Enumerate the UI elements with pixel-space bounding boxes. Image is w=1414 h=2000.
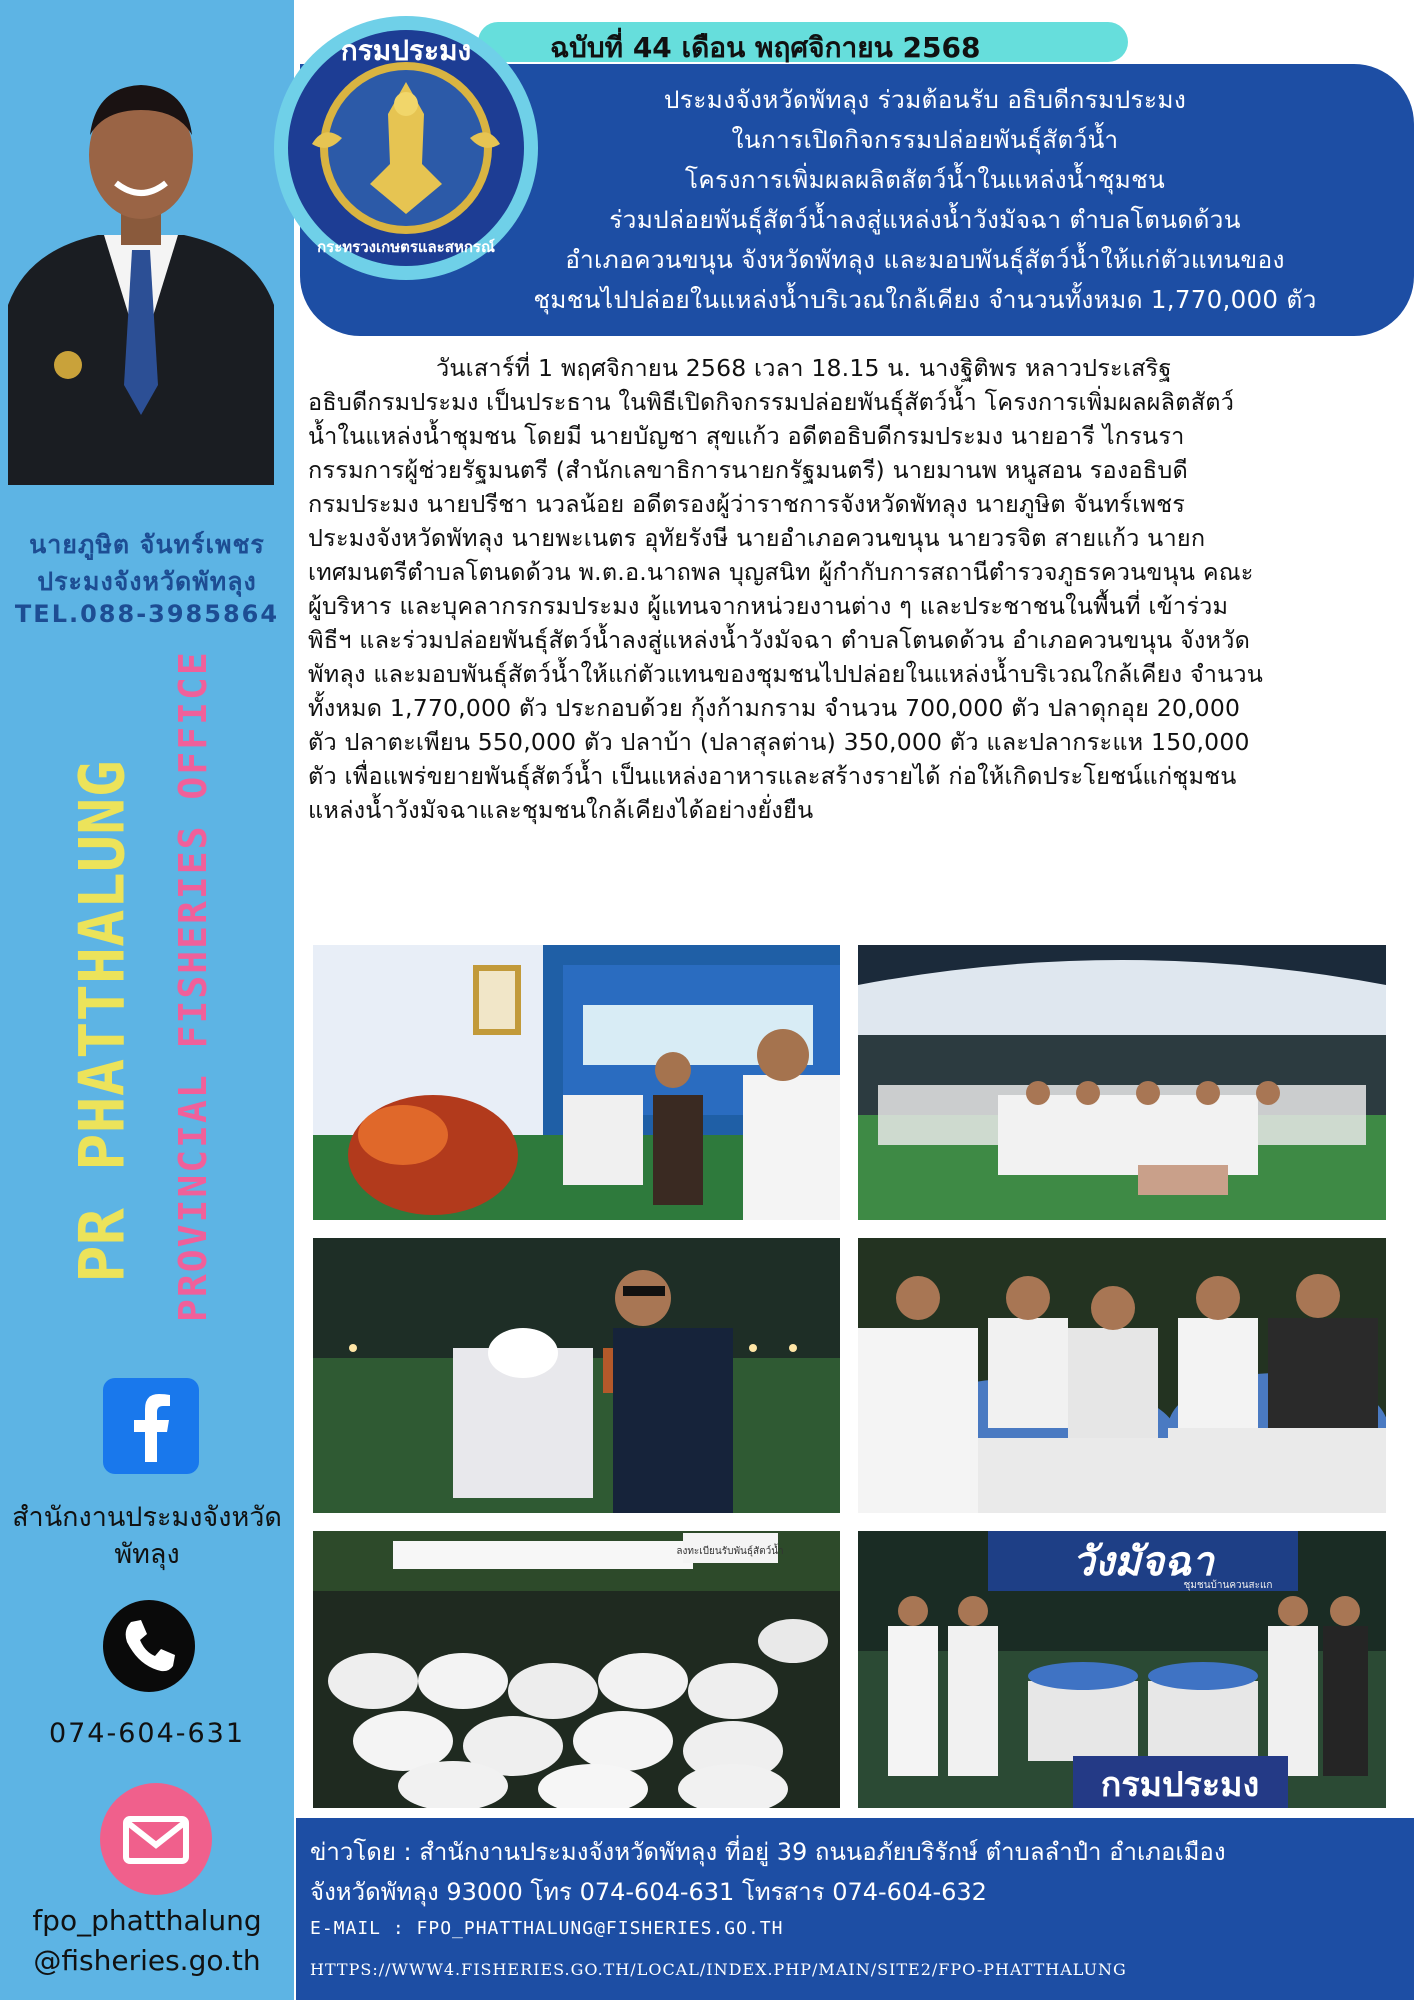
headline-line-4: ร่วมปล่อยพันธุ์สัตว์น้ำลงสู่แหล่งน้ำวังมัจฉา ตำบลโตนดด้วน (609, 205, 1241, 234)
footer-email[interactable]: E-MAIL : FPO_PHATTHALUNG@FISHERIES.GO.TH (310, 1918, 784, 1939)
email-domain: @fisheries.go.th (33, 1944, 261, 1977)
facebook-page-name-2: พัทลุง (114, 1539, 180, 1570)
footer-news-by: ข่าวโดย : สำนักงานประมงจังหวัดพัทลุง ที่อยู่ 39 ถนนอภัยบริรักษ์ ตำบลลำปำ อำเภอเมือง (310, 1838, 1226, 1866)
mail-icon[interactable] (100, 1783, 212, 1895)
director-tel: TEL.088-3985864 (14, 600, 280, 628)
footer-address: จังหวัดพัทลุง 93000 โทร 074-604-631 โทรสาร 074-604-632 (310, 1878, 987, 1906)
vertical-title-office: PROVINCIAL FISHERIES OFFICE (171, 650, 215, 1322)
body-line-6: ประมงจังหวัดพัทลุง นายพะเนตร อุทัยรังษี นายอำเภอควนขนุน นายวรจิต สายแก้ว นายก (308, 524, 1206, 552)
photo-release-tanks (858, 1238, 1386, 1513)
sack-sign-text: ลงทะเบียนรับพันธุ์สัตว์น้ำ (676, 1546, 784, 1557)
photo-group-sign (858, 1531, 1386, 1808)
logo-top-text: กรมประมง (340, 34, 472, 67)
photo-audience (858, 945, 1386, 1220)
headline-line-5: อำเภอควนขนุน จังหวัดพัทลุง และมอบพันธุ์สัตว์น้ำให้แก่ตัวแทนของ (565, 245, 1285, 274)
body-line-7: เทศมนตรีตำบลโตนดด้วน พ.ต.อ.นาถพล บุญสนิท ผู้กำกับการสถานีตำรวจภูธรควนขนุน คณะ (308, 558, 1254, 586)
sidebar (0, 0, 294, 2000)
body-line-8: ผู้บริหาร และบุคลากรกรมประมง ผู้แทนจากหน่วยงานต่าง ๆ และประชาชนในพื้นที่ เข้าร่วม (308, 592, 1229, 620)
director-name: นายภูษิต จันทร์เพชร (29, 530, 265, 559)
photo-ceremony-altar (313, 945, 840, 1220)
body-line-4: กรรมการผู้ช่วยรัฐมนตรี (สำนักเลขาธิการนายกรัฐมนตรี) นายมานพ หนูสอน รองอธิบดี (308, 456, 1188, 484)
vertical-title-pr: PR PHATTHALUNG (65, 760, 139, 1283)
director-portrait (8, 55, 274, 485)
body-line-11: ทั้งหมด 1,770,000 ตัว ประกอบด้วย กุ้งก้ามกราม จำนวน 700,000 ตัว ปลาดุกอุย 20,000 (308, 694, 1241, 722)
facebook-page-name: สำนักงานประมงจังหวัด (12, 1502, 282, 1533)
logo-bottom-text: กระทรวงเกษตรและสหกรณ์ (317, 238, 495, 256)
phone-icon[interactable] (103, 1600, 195, 1692)
headline-line-1: ประมงจังหวัดพัทลุง ร่วมต้อนรับ อธิบดีกรมประมง (663, 85, 1187, 114)
body-line-1: วันเสาร์ที่ 1 พฤศจิกายน 2568 เวลา 18.15 น. นางฐิติพร หลาวประเสริฐ (436, 354, 1172, 382)
body-line-13: ตัว เพื่อแพร่ขยายพันธุ์สัตว์น้ำ เป็นแหล่งอาหารและสร้างรายได้ ก่อให้เกิดประโยชน์แก่ชุมชน (308, 762, 1237, 790)
body-line-14: แหล่งน้ำวังมัจฉาและชุมชนใกล้เคียงได้อย่างยั่งยืน (308, 796, 814, 824)
body-line-3: น้ำในแหล่งน้ำชุมชน โดยมี นายบัญชา สุขแก้ว อดีตอธิบดีกรมประมง นายอารี ไกรนรา (308, 422, 1185, 450)
facebook-icon[interactable] (103, 1378, 199, 1474)
office-phone: 074-604-631 (48, 1718, 246, 1749)
body-line-5: กรมประมง นายปรีชา นวลน้อย อดีตรองผู้ว่าราชการจังหวัดพัทลุง นายภูษิต จันทร์เพชร (308, 490, 1186, 518)
photo-speaker (313, 1238, 840, 1513)
footer-website-link[interactable]: HTTPS://WWW4.FISHERIES.GO.TH/LOCAL/INDEX.PHP/MAIN/SITE2/FPO-PHATTHALUNG (310, 1960, 1127, 1979)
body-line-9: พิธีฯ และร่วมปล่อยพันธุ์สัตว์น้ำลงสู่แหล่งน้ำวังมัจฉา ตำบลโตนดด้วน อำเภอควนขนุน จังหวัด (308, 626, 1251, 654)
headline-line-6: ชุมชนไปปล่อยในแหล่งน้ำบริเวณใกล้เคียง จำนวนทั้งหมด 1,770,000 ตัว (533, 285, 1317, 314)
email-user: fpo_phatthalung (32, 1904, 262, 1937)
banner-text: วังมัจฉา (1072, 1539, 1214, 1585)
headline-line-2: ในการเปิดกิจกรรมปล่อยพันธุ์สัตว์น้ำ (731, 125, 1119, 154)
photo-fry-bags (313, 1531, 840, 1808)
issue-number: ฉบับที่ 44 เดือน พฤศจิกายน 2568 (550, 31, 981, 64)
body-line-12: ตัว ปลาตะเพียน 550,000 ตัว ปลาบ้า (ปลาสุลต่าน) 350,000 ตัว และปลากระแห 150,000 (308, 728, 1250, 756)
headline-line-3: โครงการเพิ่มผลผลิตสัตว์น้ำในแหล่งน้ำชุมชน (684, 165, 1166, 194)
director-title: ประมงจังหวัดพัทลุง (37, 567, 257, 596)
body-line-10: พัทลุง และมอบพันธุ์สัตว์น้ำให้แก่ตัวแทนของชุมชนไปปล่อยในแหล่งน้ำบริเวณใกล้เคียง จำนวน (308, 660, 1264, 688)
body-line-2: อธิบดีกรมประมง เป็นประธาน ในพิธีเปิดกิจกรรมปล่อยพันธุ์สัตว์น้ำ โครงการเพิ่มผลผลิตสัตว์ (308, 388, 1235, 416)
banner-subtext: ชุมชนบ้านควนสะแก (1183, 1580, 1273, 1591)
department-sign-text: กรมประมง (1100, 1765, 1260, 1805)
